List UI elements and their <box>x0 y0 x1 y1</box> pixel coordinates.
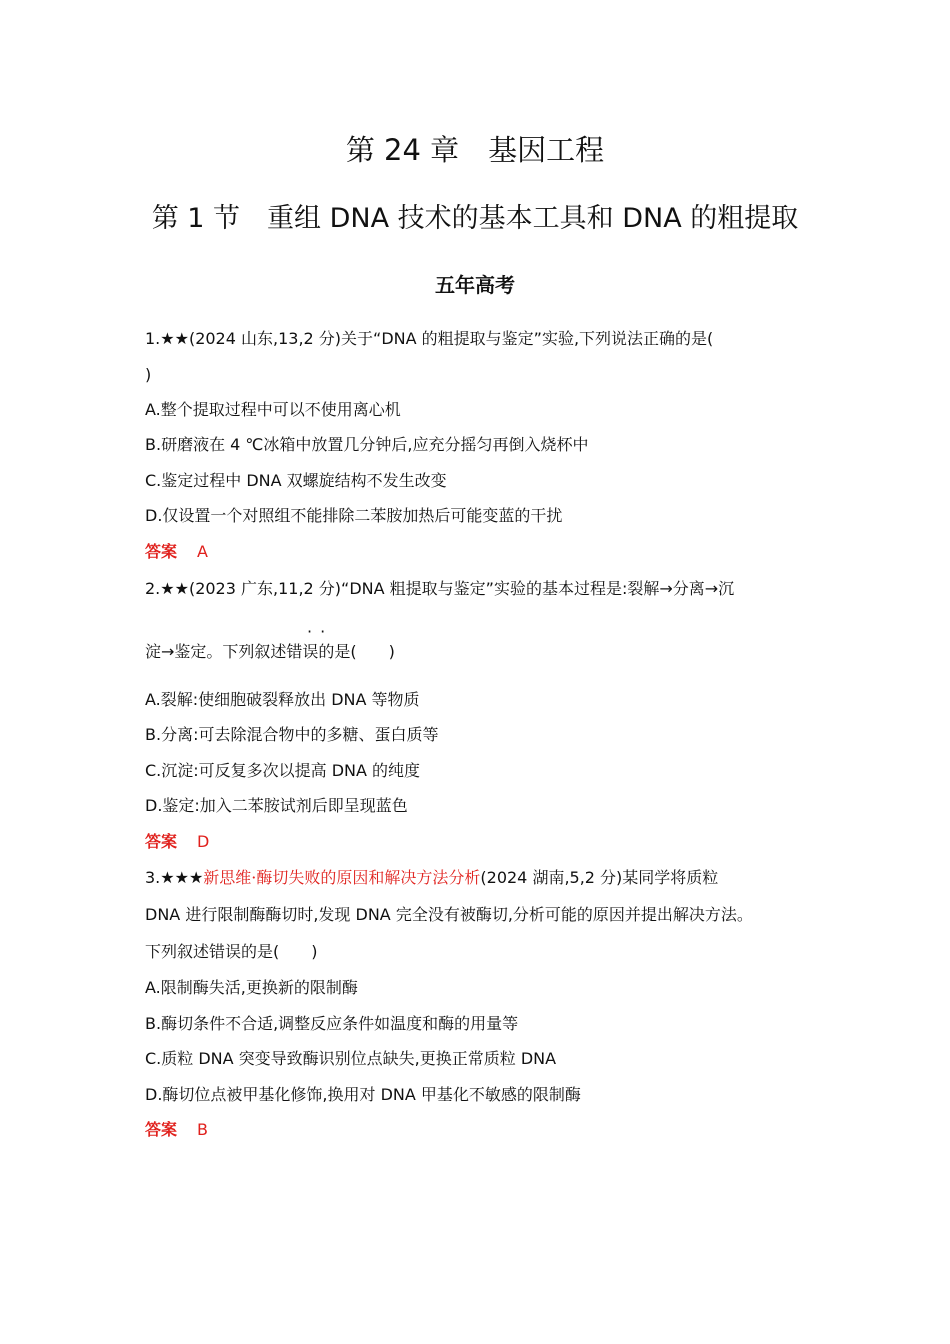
question-2-option-c: C.沉淀:可反复多次以提高 DNA 的纯度 <box>145 761 421 780</box>
answer-value: B <box>197 1120 208 1139</box>
question-3-prefix: 3.★★★ <box>145 868 204 887</box>
question-1-stem-line1: 1.★★(2024 山东,13,2 分)关于“DNA 的粗提取与鉴定”实验,下列说法正确的是( <box>145 329 714 348</box>
question-3-option-d: D.酶切位点被甲基化修饰,换用对 DNA 甲基化不敏感的限制酶 <box>145 1085 581 1104</box>
question-3-option-c: C.质粒 DNA 突变导致酶识别位点缺失,更换正常质粒 DNA <box>145 1049 557 1068</box>
subsection-title: 五年高考 <box>435 273 515 297</box>
question-2-answer <box>145 830 209 854</box>
question-1-answer <box>145 540 208 564</box>
question-1-option-d: D.仅设置一个对照组不能排除二苯胺加热后可能变蓝的干扰 <box>145 506 563 525</box>
question-1-option-c: C.鉴定过程中 DNA 双螺旋结构不发生改变 <box>145 471 447 490</box>
chapter-title: 第 24 章 基因工程 <box>345 133 605 167</box>
emphasis-dots: ·· <box>307 622 334 641</box>
question-1-option-b: B.研磨液在 4 ℃冰箱中放置几分钟后,应充分摇匀再倒入烧杯中 <box>145 435 589 454</box>
answer-value: D <box>197 832 210 851</box>
answer-label: 答案 <box>145 542 178 561</box>
question-2-option-b: B.分离:可去除混合物中的多糖、蛋白质等 <box>145 725 439 744</box>
answer-label: 答案 <box>145 1120 178 1139</box>
question-3-answer <box>145 1118 208 1142</box>
question-3-stem-line2: DNA 进行限制酶酶切时,发现 DNA 完全没有被酶切,分析可能的原因并提出解决方法。 <box>145 905 753 924</box>
question-2-stem-line2: 淀→鉴定。下列叙述错误的是( ) <box>145 642 395 661</box>
answer-value: A <box>197 542 208 561</box>
question-2-option-a: A.裂解:使细胞破裂释放出 DNA 等物质 <box>145 690 420 709</box>
question-2-option-d: D.鉴定:加入二苯胺试剂后即呈现蓝色 <box>145 796 408 815</box>
question-3-source: (2024 湖南,5,2 分)某同学将质粒 <box>480 868 719 887</box>
question-3-option-b: B.酶切条件不合适,调整反应条件如温度和酶的用量等 <box>145 1014 519 1033</box>
question-3-stem-line1 <box>145 866 718 890</box>
question-3-option-a: A.限制酶失活,更换新的限制酶 <box>145 978 358 997</box>
question-3-stem-line3: 下列叙述错误的是( ) <box>145 942 318 961</box>
question-3-highlight: 新思维·酶切失败的原因和解决方法分析 <box>203 868 481 887</box>
question-2-stem-line1: 2.★★(2023 广东,11,2 分)“DNA 粗提取与鉴定”实验的基本过程是:裂解→分离→沉 <box>145 579 735 598</box>
question-1-stem-line2: ) <box>145 365 152 384</box>
answer-label: 答案 <box>145 832 178 851</box>
section-title: 第 1 节 重组 DNA 技术的基本工具和 DNA 的粗提取 <box>151 203 799 234</box>
question-1-option-a: A.整个提取过程中可以不使用离心机 <box>145 400 401 419</box>
